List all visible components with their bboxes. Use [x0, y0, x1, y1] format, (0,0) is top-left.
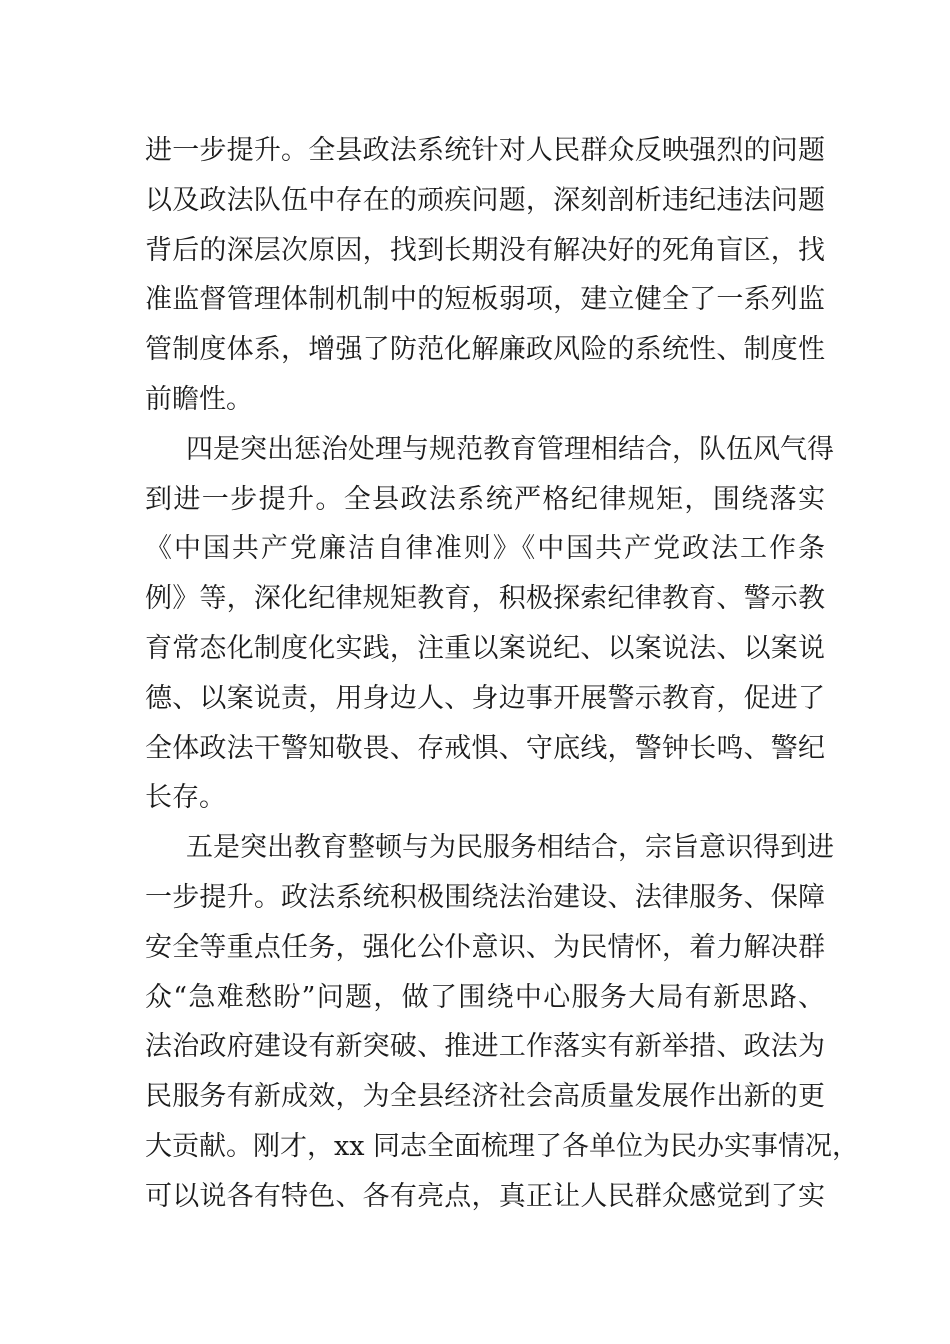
- text-line: 大贡献。刚才，xx 同志全面梳理了各单位为民办实事情况，: [145, 1130, 860, 1162]
- paragraph-1: [145, 126, 825, 425]
- paragraph-2: [145, 425, 834, 823]
- text-line: 全体政法干警知敬畏、存戒惧、守底线，警钟长鸣、警纪: [145, 732, 825, 764]
- text-line: 民服务有新成效，为全县经济社会高质量发展作出新的更: [145, 1081, 825, 1113]
- text-line: 法治政府建设有新突破、推进工作落实有新举措、政法为: [145, 1031, 825, 1063]
- text-line: 五是突出教育整顿与为民服务相结合，宗旨意识得到进: [186, 832, 834, 864]
- text-line: 准监督管理体制机制中的短板弱项，建立健全了一系列监: [145, 284, 825, 316]
- text-line: 管制度体系，增强了防范化解廉政风险的系统性、制度性: [145, 334, 825, 366]
- text-line: 到进一步提升。全县政法系统严格纪律规矩，围绕落实: [145, 483, 825, 515]
- text-line: 例》等，深化纪律规矩教育，积极探索纪律教育、警示教: [145, 583, 825, 615]
- text-line: 安全等重点任务，强化公仆意识、为民情怀，着力解决群: [145, 931, 825, 963]
- text-line: 《中国共产党廉洁自律准则》《中国共产党政法工作条: [145, 533, 825, 565]
- text-line: 一步提升。政法系统积极围绕法治建设、法律服务、保障: [145, 881, 825, 913]
- document-body: [145, 126, 860, 1222]
- text-line: 众“急难愁盼”问题，做了围绕中心服务大局有新思路、: [145, 981, 825, 1013]
- text-line: 前瞻性。: [145, 383, 253, 415]
- text-line: 长存。: [145, 782, 226, 814]
- text-line: 四是突出惩治处理与规范教育管理相结合，队伍风气得: [186, 433, 834, 465]
- text-line: 背后的深层次原因，找到长期没有解决好的死角盲区，找: [145, 234, 825, 266]
- text-line: 德、以案说责，用身边人、身边事开展警示教育，促进了: [145, 682, 825, 714]
- text-line: 以及政法队伍中存在的顽疾问题，深刻剖析违纪违法问题: [145, 184, 825, 216]
- text-line: 育常态化制度化实践，注重以案说纪、以案说法、以案说: [145, 632, 825, 664]
- paragraph-3: [145, 823, 860, 1221]
- text-line: 进一步提升。全县政法系统针对人民群众反映强烈的问题: [145, 135, 825, 166]
- text-line: 可以说各有特色、各有亮点，真正让人民群众感觉到了实: [145, 1180, 825, 1212]
